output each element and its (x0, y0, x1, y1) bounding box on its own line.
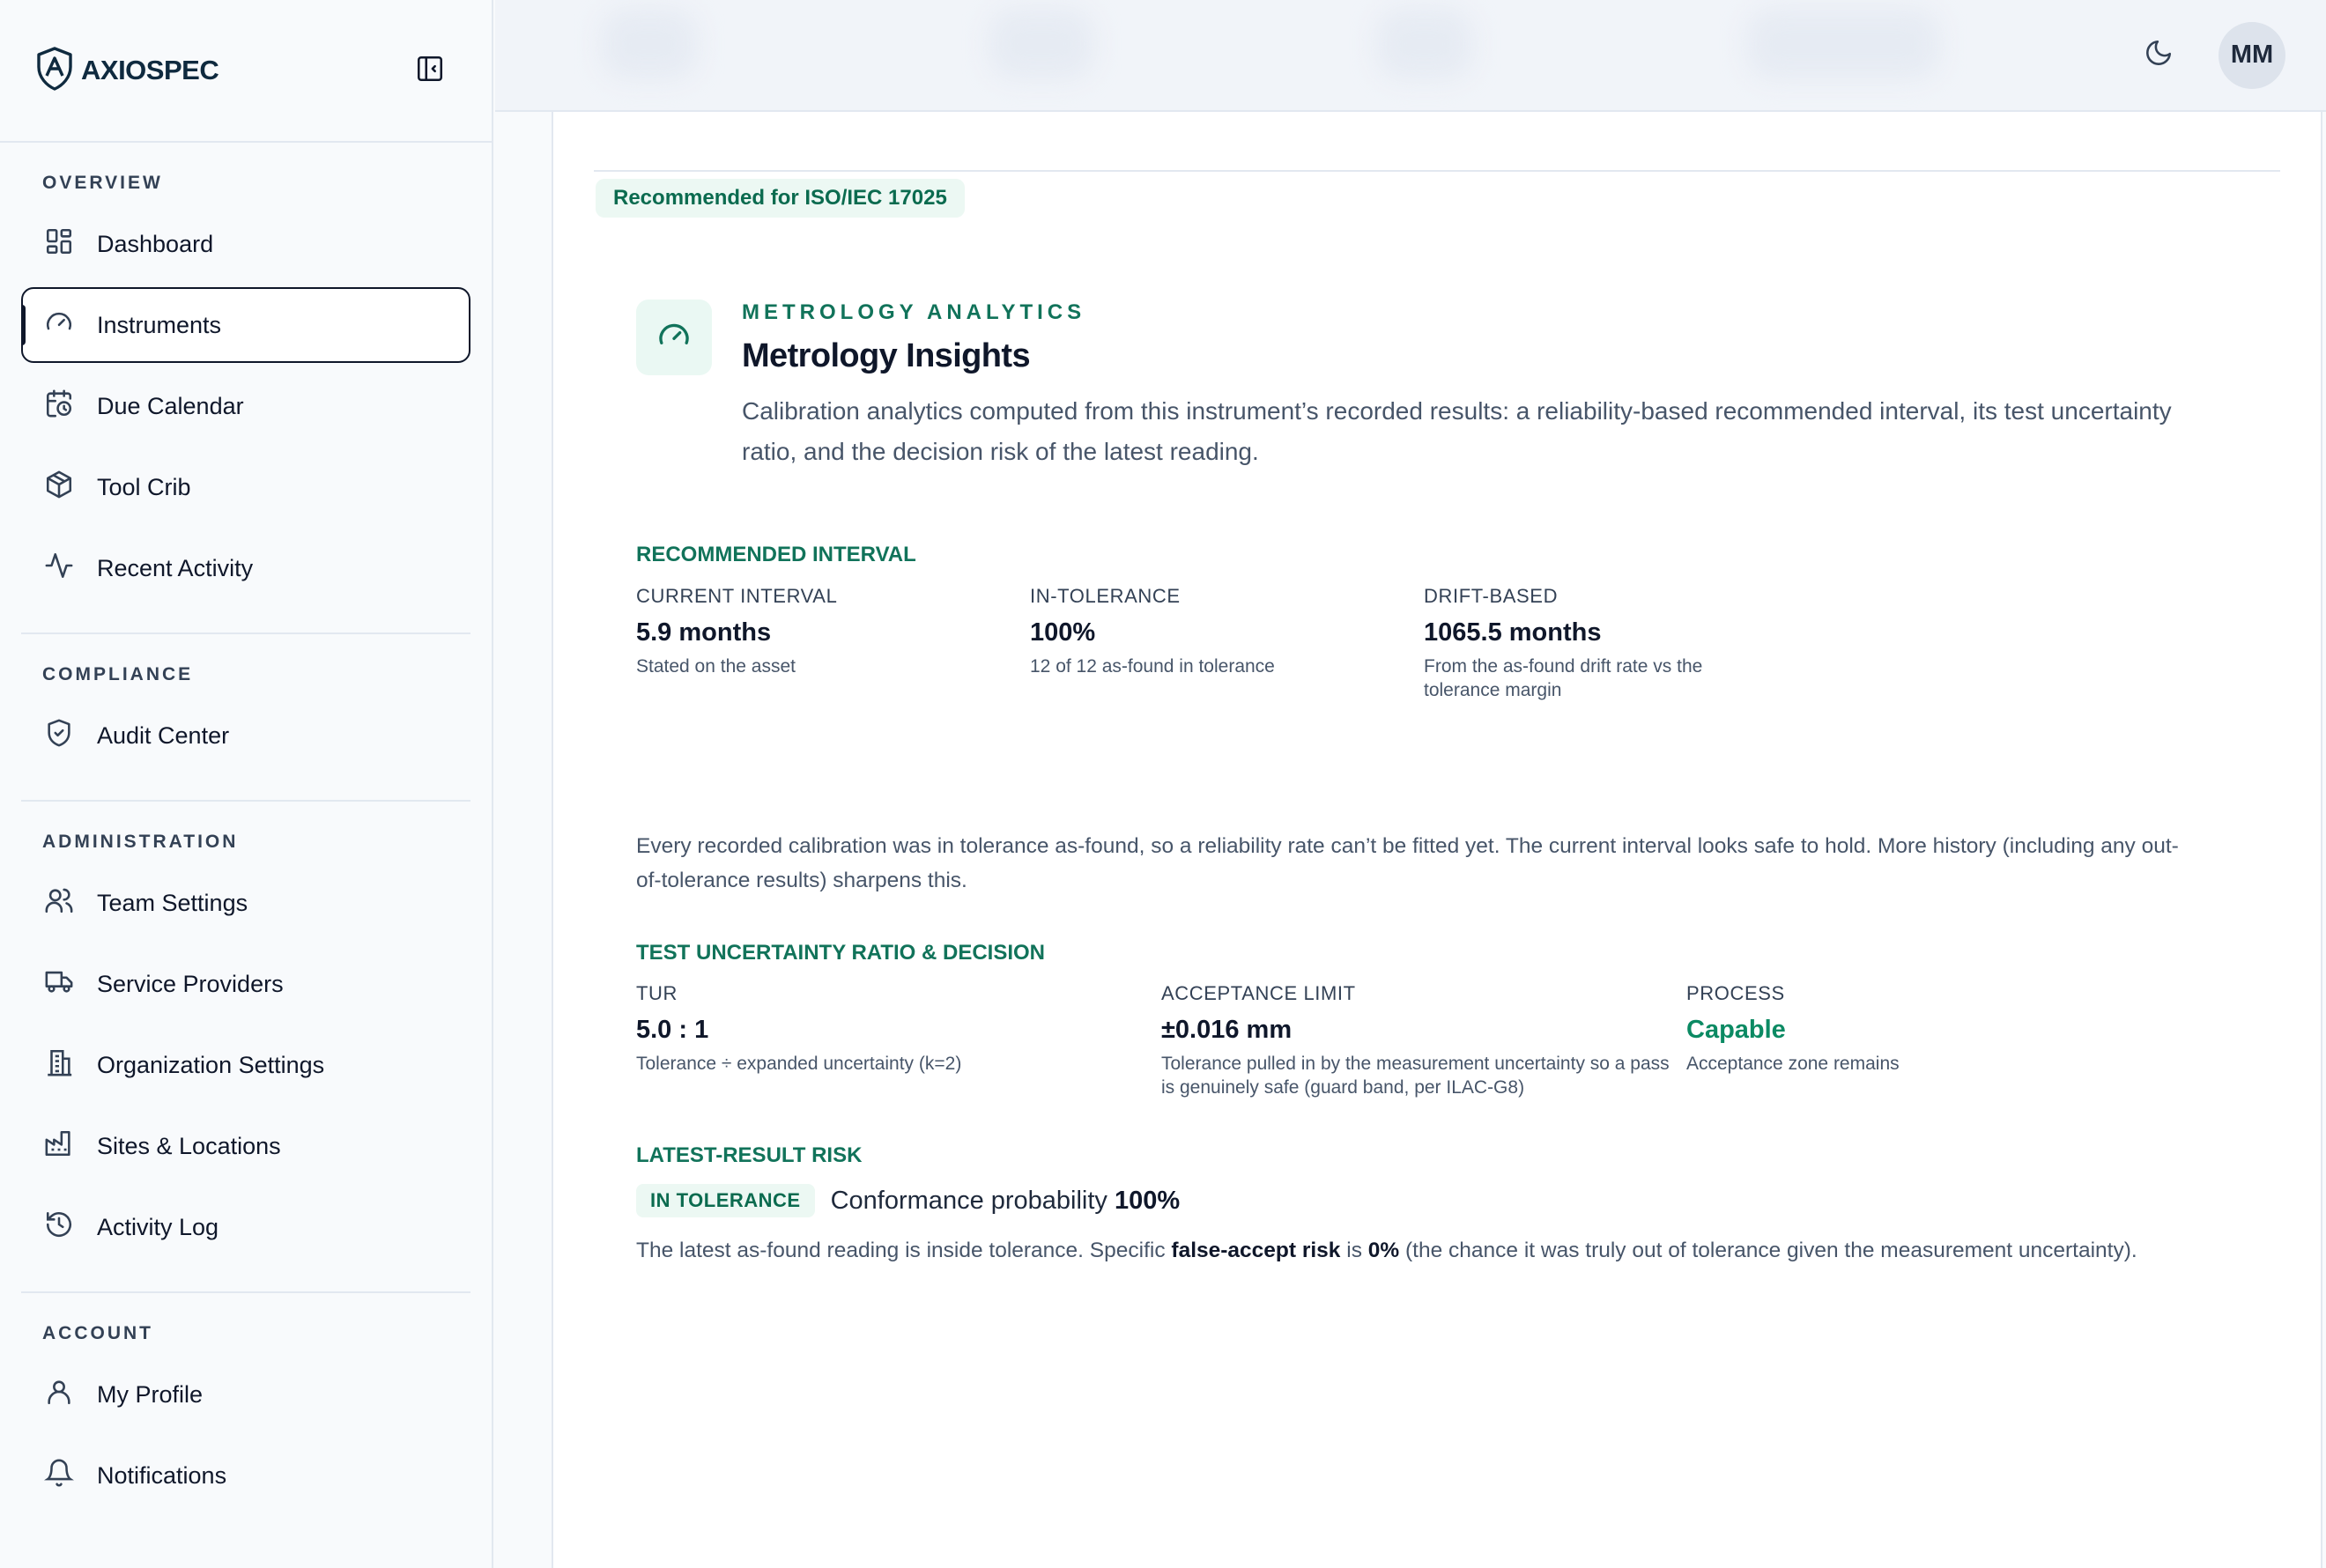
sidebar-item-label: Due Calendar (97, 392, 244, 419)
sidebar-item-label: Sites & Locations (97, 1132, 281, 1159)
conformance-row (636, 1184, 1180, 1217)
nav-section-overview (21, 143, 470, 606)
risk-explanation (636, 1233, 2187, 1268)
box-icon (44, 470, 74, 506)
sidebar-item-tool-crib[interactable] (21, 449, 470, 525)
metric-process (1686, 982, 2145, 1076)
blurred-backdrop (601, 9, 698, 79)
sidebar-item-activity-log[interactable] (21, 1189, 470, 1265)
recommended-interval-heading: RECOMMENDED INTERVAL (636, 543, 916, 566)
nav-section-compliance (21, 632, 470, 773)
metric-label: TUR (636, 982, 678, 1004)
blurred-backdrop (1376, 9, 1473, 79)
axiospec-logo-icon (33, 46, 76, 96)
sidebar-item-dashboard[interactable] (21, 206, 470, 282)
conformance-probability (831, 1187, 1181, 1216)
sidebar-item-notifications[interactable] (21, 1438, 470, 1513)
metric-value: ±0.016 mm (1161, 1016, 1293, 1044)
risk-text-part: is (1346, 1239, 1362, 1262)
sidebar-item-organization-settings[interactable] (21, 1027, 470, 1103)
sidebar-item-sites-locations[interactable] (21, 1108, 470, 1184)
risk-text-part: (the chance it was truly out of tolerance given the measurement uncertainty). (1405, 1239, 2137, 1262)
sidebar-item-label: Audit Center (97, 721, 230, 749)
metric-tur (636, 982, 1130, 1076)
sidebar-item-audit-center[interactable] (21, 698, 470, 773)
blurred-backdrop (1746, 9, 1940, 79)
insights-description: Calibration analytics computed from this instrument’s recorded results: a reliability-based recommended interval, its test uncertainty ratio, and the decision risk of the latest reading. (742, 397, 2172, 465)
metric-note: Acceptance zone remains (1686, 1054, 1900, 1074)
sidebar-item-label: My Profile (97, 1380, 204, 1408)
brand-name: AXIOSPEC (81, 55, 219, 85)
sidebar-collapse-icon (415, 54, 445, 88)
sidebar-item-recent-activity[interactable] (21, 530, 470, 606)
nav-section-administration (21, 800, 470, 1265)
in-tolerance-status-badge: IN TOLERANCE (636, 1184, 815, 1217)
metric-value: 5.9 months (636, 618, 772, 647)
metric-note: Stated on the asset (636, 656, 796, 677)
building-icon (44, 1047, 74, 1084)
user-icon (44, 1377, 74, 1413)
brand-header (0, 0, 492, 143)
blurred-backdrop (989, 9, 1094, 79)
metric-label: PROCESS (1686, 982, 1785, 1004)
metric-value: 5.0 : 1 (636, 1016, 709, 1044)
conformance-label: Conformance probability (830, 1186, 1107, 1215)
insights-title: Metrology Insights (742, 337, 1030, 374)
metric-note: 12 of 12 as-found in tolerance (1030, 656, 1275, 677)
tur-heading: TEST UNCERTAINTY RATIO & DECISION (636, 941, 1046, 965)
history-icon (44, 1209, 74, 1246)
false-accept-risk-term: false-accept risk (1171, 1239, 1341, 1262)
metric-current-interval (636, 585, 1006, 678)
sidebar-item-label: Team Settings (97, 889, 248, 916)
sidebar-item-label: Dashboard (97, 230, 214, 257)
gauge-icon (44, 307, 74, 344)
insights-eyebrow: METROLOGY ANALYTICS (742, 300, 1086, 324)
sidebar-item-label: Activity Log (97, 1213, 219, 1240)
avatar[interactable]: MM (2219, 22, 2285, 89)
sidebar (0, 0, 493, 1568)
instrument-detail-card (552, 112, 2322, 1568)
metric-in-tolerance (1030, 585, 1400, 678)
sidebar-item-my-profile[interactable] (21, 1357, 470, 1432)
nav-heading: OVERVIEW (42, 173, 163, 193)
nav-heading: ADMINISTRATION (42, 832, 239, 852)
metric-note: Tolerance ÷ expanded uncertainty (k=2) (636, 1054, 962, 1074)
top-bar (495, 0, 2326, 112)
theme-toggle-button[interactable] (2134, 31, 2183, 80)
activity-icon (44, 551, 74, 587)
latest-result-risk-heading: LATEST-RESULT RISK (636, 1143, 863, 1167)
metric-note: Tolerance pulled in by the measurement uncertainty so a pass is genuinely safe (guard band, per ILAC-G8) (1161, 1054, 1670, 1098)
metric-acceptance-limit (1161, 982, 1672, 1099)
main-content (495, 112, 2326, 1568)
calendar-clock-icon (44, 388, 74, 425)
metric-value: 1065.5 months (1424, 618, 1602, 647)
sidebar-item-label: Notifications (97, 1461, 227, 1489)
nav-heading: COMPLIANCE (42, 664, 194, 684)
sidebar-item-label: Recent Activity (97, 554, 254, 581)
conformance-value: 100% (1115, 1186, 1181, 1215)
dashboard-icon (44, 226, 74, 263)
false-accept-risk-value: 0% (1367, 1239, 1400, 1262)
moon-icon (2144, 38, 2174, 72)
metric-note: From the as-found drift rate vs the tolerance margin (1424, 656, 1703, 700)
sidebar-item-instruments[interactable] (21, 287, 470, 363)
users-icon (44, 885, 74, 921)
metric-value: Capable (1686, 1016, 1786, 1044)
collapse-sidebar-button[interactable] (407, 48, 453, 93)
metric-label: CURRENT INTERVAL (636, 585, 838, 607)
nav-section-account (21, 1291, 470, 1545)
section-divider (594, 170, 2280, 172)
factory-icon (44, 1128, 74, 1165)
risk-text-part: The latest as-found reading is inside tolerance. Specific (636, 1239, 1166, 1262)
sidebar-item-label: Tool Crib (97, 473, 191, 500)
sidebar-item-label: Organization Settings (97, 1051, 325, 1078)
bell-icon (44, 1458, 74, 1494)
brand-logo[interactable] (33, 46, 219, 96)
gauge-icon (656, 318, 692, 358)
sidebar-item-team-settings[interactable] (21, 865, 470, 941)
sidebar-item-service-providers[interactable] (21, 946, 470, 1022)
nav-heading: ACCOUNT (42, 1323, 153, 1343)
sidebar-item-label: Service Providers (97, 970, 284, 997)
metric-value: 100% (1030, 618, 1096, 647)
iso-recommendation-badge: Recommended for ISO/IEC 17025 (596, 179, 965, 218)
metric-label: DRIFT-BASED (1424, 585, 1559, 607)
sidebar-nav (0, 143, 492, 1545)
metric-label: ACCEPTANCE LIMIT (1161, 982, 1356, 1004)
interval-explanation: Every recorded calibration was in tolerance as-found, so a reliability rate can’t be fitted yet. The current interval looks safe to hold. More history (including any out-of-tolerance results) sharpens this. (636, 834, 2179, 892)
shield-check-icon (44, 718, 74, 754)
metric-label: IN-TOLERANCE (1030, 585, 1181, 607)
insights-icon-tile (636, 300, 712, 375)
truck-icon (44, 966, 74, 1002)
sidebar-item-label: Instruments (97, 311, 222, 338)
metric-drift-based (1424, 585, 1776, 702)
sidebar-item-due-calendar[interactable] (21, 368, 470, 444)
